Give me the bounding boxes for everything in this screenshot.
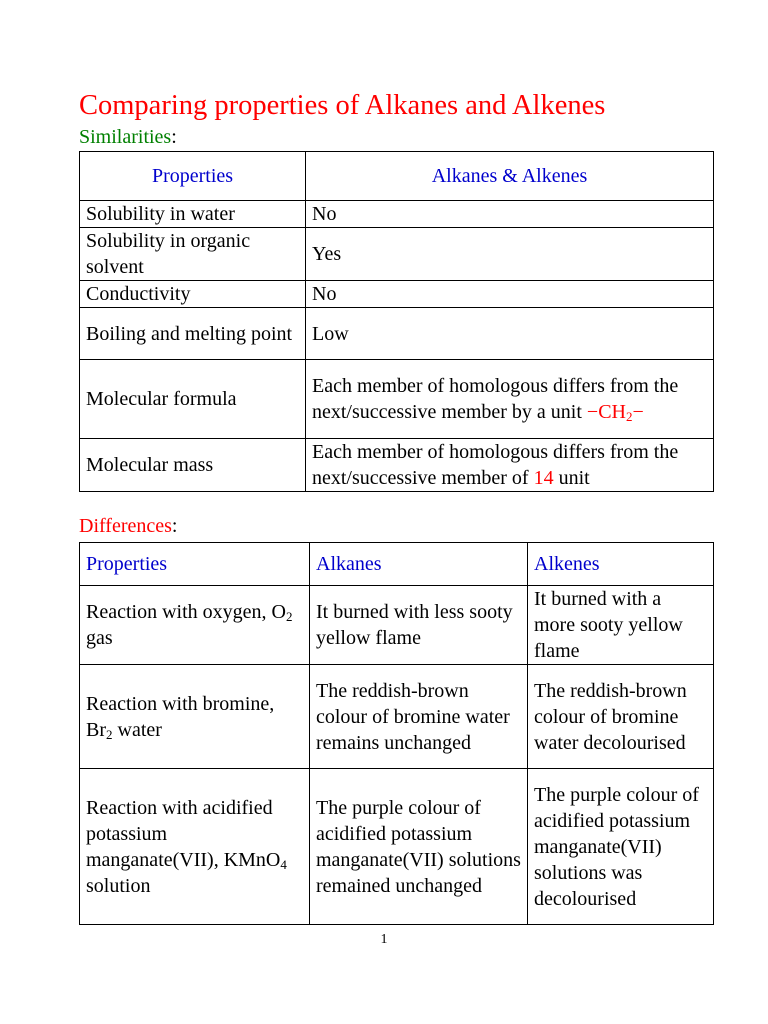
value-cell xyxy=(306,360,714,439)
value-text-end: unit xyxy=(553,467,590,489)
value-cell: Low xyxy=(306,308,714,360)
property-subscript: 2 xyxy=(285,609,293,624)
alkanes-cell: The reddish-brown colour of bromine water remains unchanged xyxy=(310,665,528,769)
property-text: Reaction with bromine, Br xyxy=(86,692,275,741)
alkenes-cell: The purple colour of acidified potassium manganate(VII) solutions was decolourised xyxy=(528,769,714,925)
ch2-unit-suffix: − xyxy=(632,401,644,423)
property-subscript: 2 xyxy=(106,726,113,742)
table-row xyxy=(80,665,714,769)
property-text-end: gas xyxy=(86,627,113,649)
alkanes-cell: The purple colour of acidified potassium manganate(VII) solutions remained unchanged xyxy=(310,769,528,925)
header-properties: Properties xyxy=(80,543,310,586)
header-alkenes: Alkenes xyxy=(528,543,714,586)
table-row xyxy=(80,228,714,281)
similarities-heading-colon: : xyxy=(171,126,177,148)
value-cell: No xyxy=(306,201,714,228)
property-text-end: water xyxy=(112,718,162,741)
alkenes-cell: It burned with a more sooty yellow flame xyxy=(528,586,714,665)
ch2-unit-subscript: 2 xyxy=(625,409,633,424)
property-cell: Solubility in organic solvent xyxy=(80,228,306,281)
table-row xyxy=(80,439,714,492)
header-alkanes-alkenes: Alkanes & Alkenes xyxy=(306,152,714,201)
property-cell xyxy=(80,665,310,769)
property-subscript: 4 xyxy=(280,856,287,872)
table-row xyxy=(80,308,714,360)
header-alkanes: Alkanes xyxy=(310,543,528,586)
value-text: Each member of homologous differs from the next/successive member by a unit xyxy=(312,375,679,423)
table-header-row xyxy=(80,543,714,586)
property-cell: Solubility in water xyxy=(80,201,306,228)
table-row xyxy=(80,360,714,439)
property-cell: Conductivity xyxy=(80,281,306,308)
property-text-end: solution xyxy=(86,874,151,897)
property-cell: Boiling and melting point xyxy=(80,308,306,360)
property-cell: Molecular formula xyxy=(80,360,306,439)
differences-heading xyxy=(79,515,177,538)
page-title: Comparing properties of Alkanes and Alkenes xyxy=(79,90,606,121)
value-text: Each member of homologous differs from the next/successive member of xyxy=(312,441,679,489)
page-number: 1 xyxy=(380,932,388,947)
property-cell: Molecular mass xyxy=(80,439,306,492)
property-cell xyxy=(80,769,310,925)
table-row xyxy=(80,586,714,665)
table-header-row xyxy=(80,152,714,201)
alkanes-cell: It burned with less sooty yellow flame xyxy=(310,586,528,665)
ch2-unit xyxy=(587,401,644,423)
table-row xyxy=(80,769,714,925)
table-row xyxy=(80,281,714,308)
value-cell xyxy=(306,439,714,492)
alkenes-cell: The reddish-brown colour of bromine water decolourised xyxy=(528,665,714,769)
header-properties: Properties xyxy=(80,152,306,201)
value-cell: No xyxy=(306,281,714,308)
similarities-heading xyxy=(79,126,177,149)
table-row xyxy=(80,201,714,228)
ch2-unit-prefix: −CH xyxy=(586,401,626,423)
mass-highlight: 14 xyxy=(533,467,554,489)
differences-table xyxy=(79,542,714,925)
similarities-heading-text: Similarities xyxy=(79,126,172,148)
property-text: Reaction with acidified potassium manganate(VII), KMnO xyxy=(86,796,281,871)
property-cell xyxy=(80,586,310,665)
similarities-table xyxy=(79,151,714,492)
differences-heading-colon: : xyxy=(171,515,178,537)
value-cell: Yes xyxy=(306,228,714,281)
differences-heading-text: Differences xyxy=(79,515,172,537)
property-text: Reaction with oxygen, O xyxy=(86,601,286,623)
